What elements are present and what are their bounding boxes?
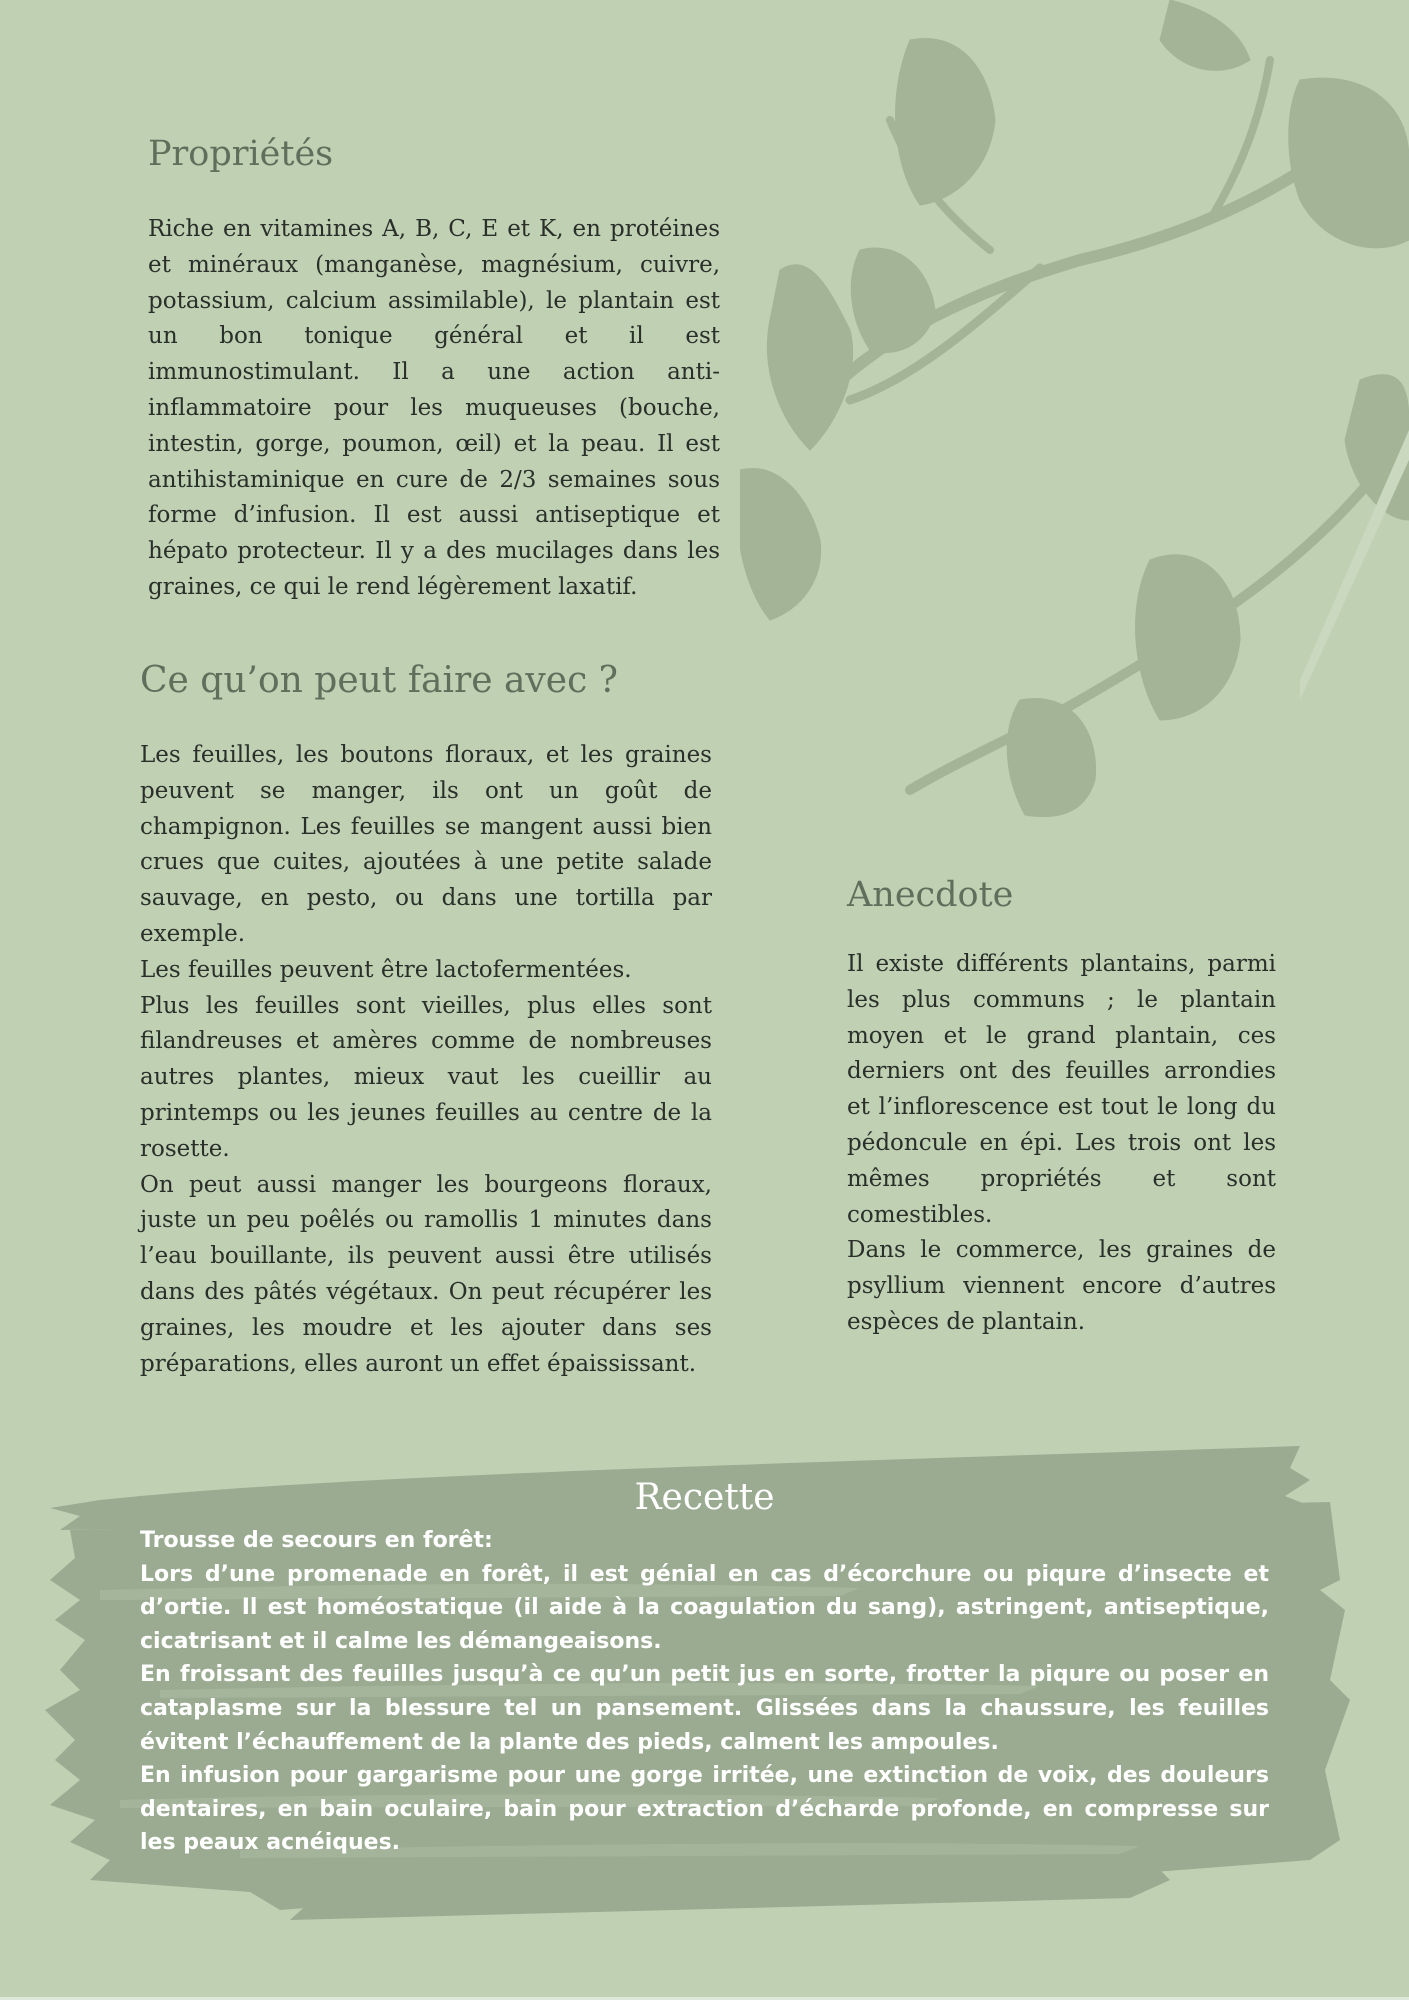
anecdote-paragraph: Dans le commerce, les graines de psyllium viennent encore d’autres espèces de plantain.: [847, 1237, 1276, 1335]
usages-paragraph: On peut aussi manger les bourgeons floraux, juste un peu poêlés ou ramollis 1 minutes dans l’eau bouillante, ils peuvent aussi être utilisés dans des pâtés végétaux. On peut récupérer les graines, les moudre et les ajouter dans ses préparations, elles auront un effet épaississant.: [140, 1171, 712, 1377]
section-title-anecdote: Anecdote: [847, 875, 1014, 915]
anecdote-text: [847, 947, 1276, 1341]
section-title-recette: Recette: [634, 1477, 775, 1518]
anecdote-paragraph: Il existe différents plantains, parmi les plus communs ; le plantain moyen et le grand plantain, ces derniers ont des feuilles arrondies et l’inflorescence est tout le long du pédoncule en épi. Les trois ont les mêmes propriétés et sont comestibles.: [847, 951, 1276, 1228]
recette-subtitle: Trousse de secours en forêt:: [140, 1528, 493, 1553]
recette-text: [140, 1524, 1269, 1860]
recette-paragraph: En froissant des feuilles jusqu’à ce qu’un petit jus en sorte, frotter la piqure ou poser en cataplasme sur la blessure tel un pansement. Glissées dans la chaussure, les feuilles évitent l’échauffement de la plante des pieds, calment les ampoules.: [140, 1662, 1269, 1755]
usages-text: [140, 738, 712, 1382]
recette-paragraph: Lors d’une promenade en forêt, il est génial en cas d’écorchure ou piqure d’insecte et d’ortie. Il est homéostatique (il aide à la coagulation du sang), astringent, antiseptique, cicatrisant et il calme les démangeaisons.: [140, 1561, 1269, 1654]
proprietes-text: Riche en vitamines A, B, C, E et K, en protéines et minéraux (manganèse, magnésium, cuivre, potassium, calcium assimilable), le plantain est un bon tonique général et il est immunostimulant. Il a une action anti-inflammatoire pour les muqueuses (bouche, intestin, gorge, poumon, œil) et la peau. Il est antihistaminique en cure de 2/3 semaines sous forme d’infusion. Il est aussi antiseptique et hépato protecteur. Il y a des mucilages dans les graines, ce qui le rend légèrement laxatif.: [148, 216, 720, 600]
usages-paragraph: Les feuilles peuvent être lactofermentées.: [140, 956, 632, 983]
usages-paragraph: Les feuilles, les boutons floraux, et les graines peuvent se manger, ils ont un goût de champignon. Les feuilles se mangent aussi bien crues que cuites, ajoutées à une petite salade sauvage, en pesto, ou dans une tortilla par exemple.: [140, 742, 712, 947]
section-title-proprietes: Propriétés: [148, 134, 334, 174]
leaf-shadow-decoration: [740, 0, 1409, 820]
recette-paragraph: En infusion pour gargarisme pour une gorge irritée, une extinction de voix, des douleurs dentaires, en bain oculaire, bain pour extraction d’écharde profonde, en compresse sur les peaux acnéiques.: [140, 1763, 1269, 1856]
section-title-usages: Ce qu’on peut faire avec ?: [140, 660, 618, 701]
usages-paragraph: Plus les feuilles sont vieilles, plus elles sont filandreuses et amères comme de nombreuses autres plantes, mieux vaut les cueillir au printemps ou les jeunes feuilles au centre de la rosette.: [140, 992, 712, 1162]
